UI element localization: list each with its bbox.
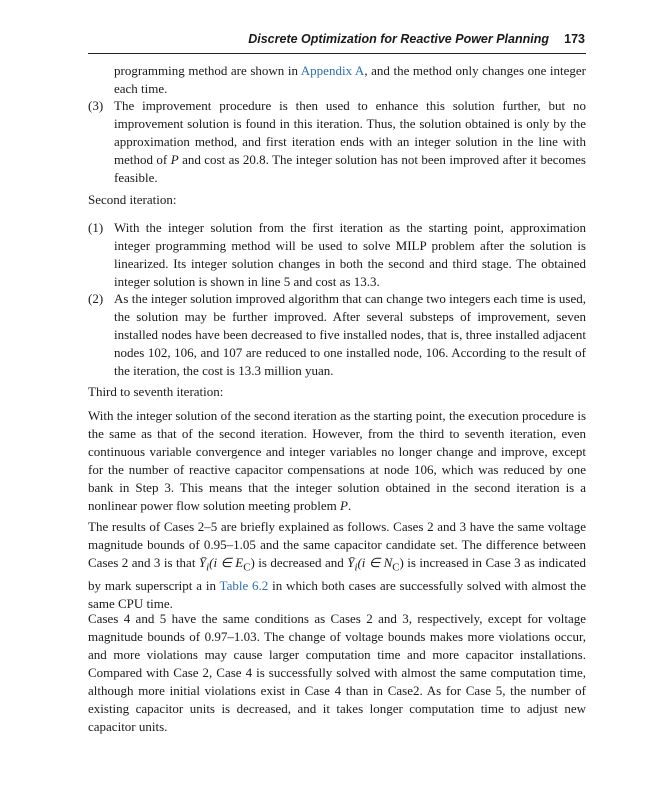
third-iteration-paragraph: With the integer solution of the second iteration as the starting point, the execution procedure is the same as that of the second iteration. However, from the third to seventh iteration, even continuous variable convergence and integer variables no longer change and improve, except for the number of reactive capacitor compensations at node 106, which was reduced by one bank in Step 3. This means that the integer solution obtained in the second iteration is a nonlinear power flow solution meeting problem P. bbox=[88, 408, 586, 513]
appendix-link[interactable]: Appendix A bbox=[300, 63, 365, 78]
item-number: (1) bbox=[88, 220, 104, 235]
item-text: With the integer solution from the first iteration as the starting point, approximation integer programming method will be used to solve MILP problem after the solution is linearized. Its integer solution changes in both the second and third stage. The obtained integer solution is shown in line 5 and cost as 13.3. bbox=[114, 220, 586, 289]
item-number: (2) bbox=[88, 291, 104, 306]
item-text: The improvement procedure is then used to enhance this solution further, but no improvement solution is found in this iteration. Thus, the solution obtained is only by the approximation method, and first iteration ends with an integer solution in the line with method of P and cost as 20.8. The integer solution has not been improved after it becomes feasible. bbox=[114, 98, 586, 185]
second-item-1 bbox=[88, 219, 586, 291]
cases-4-5-paragraph: Cases 4 and 5 have the same conditions as Cases 2 and 3, respectively, except for voltage magnitude bounds of 0.97–1.03. The change of voltage bounds makes more violations occur, and more violations may cause larger computation time and more capacitor installations. Compared with Case 2, Case 4 is successfully solved with almost the same computation time, although more initial violations exist in Case 4 than in Case2. As for Case 5, the number of existing capacitor units is decreased, and it takes longer computation time to adjust new capacitor units. bbox=[88, 611, 586, 734]
cases-paragraph: The results of Cases 2–5 are briefly explained as follows. Cases 2 and 3 have the same voltage magnitude bounds of 0.95–1.05 and the same capacitor candidate set. The difference between Cases 2 and 3 is that $Ȳ_i(i$ ∈ $E_C$) is decreased and $Ȳ_i(i$ ∈ $N_C$) is increased in Case 3 as indicated by mark superscript a in Table 6.2 in which both cases are successfully solved with almost the same CPU time. bbox=[88, 519, 586, 611]
item-number: (3) bbox=[88, 98, 104, 113]
item-text: As the integer solution improved algorithm that can change two integers each time is used, the solution may be further improved. After several substeps of improvement, seven installed nodes have been decreased to five installed nodes, that is, three installed adjacent nodes 102, 106, and 107 are reduced to one installed node, 106. According to the result of the iteration, the cost is 13.3 million yuan. bbox=[114, 291, 586, 378]
table-link[interactable]: Table 6.2 bbox=[219, 577, 269, 593]
second-item-2 bbox=[88, 290, 586, 380]
running-title: Discrete Optimization for Reactive Power Planning bbox=[248, 32, 549, 46]
third-iteration-heading: Third to seventh iteration: bbox=[88, 384, 224, 399]
continued-paragraph: programming method are shown in Appendix A, and the method only changes one integer each time. bbox=[114, 63, 586, 96]
step-item-3 bbox=[88, 97, 586, 187]
page-number: 173 bbox=[564, 32, 585, 46]
second-iteration-heading: Second iteration: bbox=[88, 192, 177, 207]
page-header bbox=[88, 27, 586, 54]
